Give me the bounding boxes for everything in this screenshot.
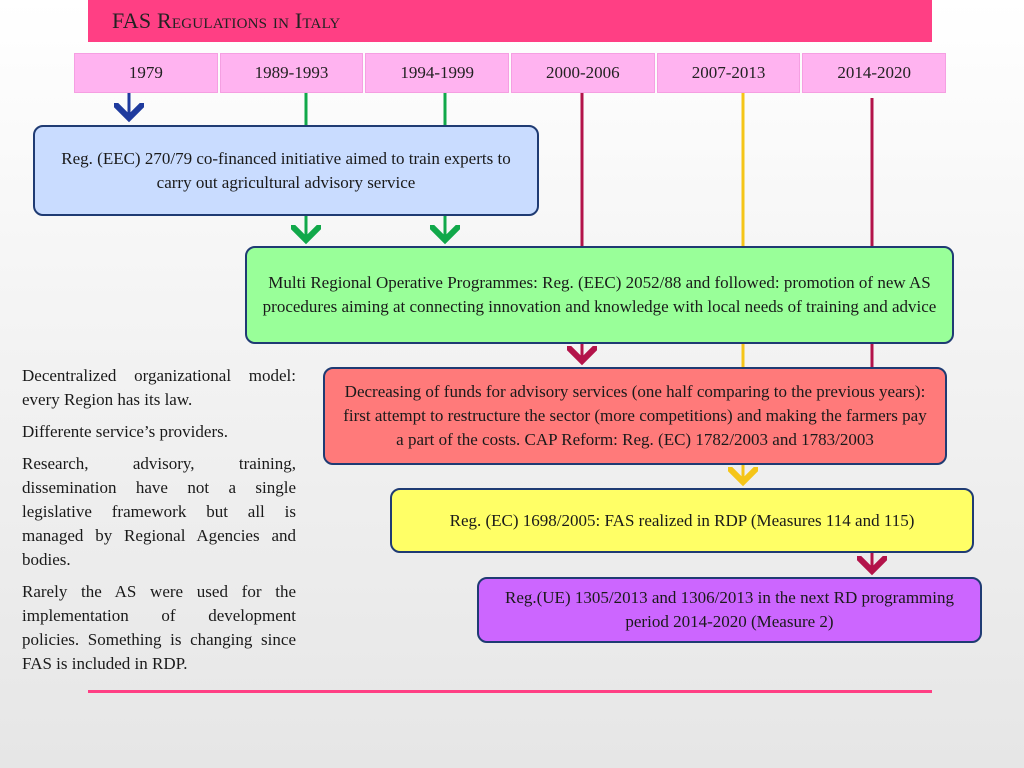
- box-reg-1305-2013: Reg.(UE) 1305/2013 and 1306/2013 in the next RD programming period 2014-2020 (Measure 2): [477, 577, 982, 643]
- year-2000-2006: 2000-2006: [511, 53, 655, 93]
- side-notes: [22, 364, 296, 684]
- page-title: FAS Regulations in Italy: [112, 8, 341, 33]
- box-reg-1698-2005: Reg. (EC) 1698/2005: FAS realized in RDP (Measures 114 and 115): [390, 488, 974, 553]
- box-decreasing-funds: Decreasing of funds for advisory services (one half comparing to the previous years): first attempt to restructure the sector (more competitions) and making the farmers pay a part of the costs. CAP Reform: Reg. (EC) 1782/2003 and 1783/2003: [323, 367, 947, 465]
- side-note: Research, advisory, training, dissemination have not a single legislative framework but all is managed by Regional Agencies and bodies.: [22, 454, 296, 569]
- year-2007-2013: 2007-2013: [657, 53, 801, 93]
- side-note: Rarely the AS were used for the implementation of development policies. Something is changing since FAS is included in RDP.: [22, 582, 296, 673]
- side-note: Decentralized organizational model: every Region has its law.: [22, 366, 296, 409]
- box-multi-regional-programmes: Multi Regional Operative Programmes: Reg. (EEC) 2052/88 and followed: promotion of new AS procedures aiming at connecting innovation and knowledge with local needs of training and advice: [245, 246, 954, 344]
- year-2014-2020: 2014-2020: [802, 53, 946, 93]
- year-1994-1999: 1994-1999: [365, 53, 509, 93]
- side-note: Differente service’s providers.: [22, 422, 228, 441]
- year-1989-1993: 1989-1993: [220, 53, 364, 93]
- year-1979: 1979: [74, 53, 218, 93]
- box-1979-reg: Reg. (EEC) 270/79 co-financed initiative aimed to train experts to carry out agricultural advisory service: [33, 125, 539, 216]
- bottom-divider: [88, 690, 932, 693]
